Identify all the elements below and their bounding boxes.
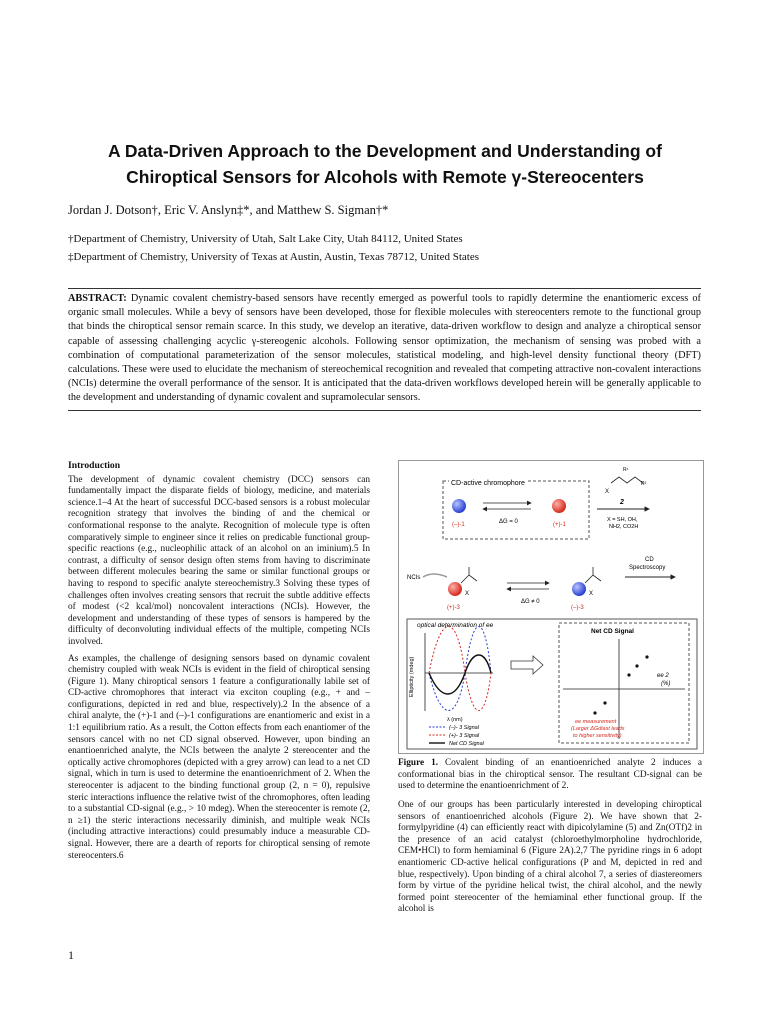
nci-arrow [423,574,447,577]
minus3-label: (–)-3 [571,605,584,611]
complex-structure-plus [461,567,477,583]
cd-spec-label: CD [645,557,654,563]
ee-meas-1: ee measurement [575,719,617,725]
right-paragraph-1: One of our groups has been particularly interested in developing chiroptical sensors of enantioenriched alcohols (Figure 2). We have shown that 2-formylpyridine (4) can efficiently react with dipicolylamine (5) and Zn(OTf)2 in the presence of an acid catalyst (chloroethylmorpholine hydrochloride, CEM•HCl) to form hemiaminal 6 (Figure 2A).2,7 The pyridine rings in 6 adopt enantiomeric CD-active helical configurations (P and M, depicted in red and blue, respectively). Upon binding of a chiral alcohol 7, a series of diastereomers form by virtue of the pyridine helical twist, the chiral alcohol, and the newly formed point stereocenter of the hemiaminal ether functional group. If the alcohol is [398,800,702,915]
ee-meas-3: to higher sensitivity) [573,733,622,739]
analyte-structure [611,477,643,483]
plus3-curve [429,627,491,711]
page-number: 1 [68,948,74,962]
red-sphere-2 [448,582,462,596]
caption-label: Figure 1. [398,758,439,768]
net-cd-title: Net CD Signal [591,628,634,635]
minus1-label: (–)-1 [452,522,465,528]
figure-1-caption [398,758,702,793]
minus3-curve [429,627,491,711]
complex-structure-minus [585,567,601,583]
x-label: X [605,489,610,495]
ncis-label: NCIs [407,575,421,581]
caption-text: Covalent binding of an enantioenriched analyte 2 induces a conformational bias in the chiroptical sensor. The resultant CD-signal can be used to determine the enantioenrichment of 2. [398,758,703,792]
chromophore-label: CD-active chromophore [451,480,525,487]
figure-1 [398,460,704,754]
intro-heading: Introduction [68,460,121,471]
ellipticity-label: Ellipticity (mdeg) [409,656,415,697]
blue-sphere-1 [452,499,466,513]
spectrum-plot [409,627,493,724]
abstract-text: Dynamic covalent chemistry-based sensors have recently emerged as powerful tools to rapidly determine the enantiomeric excess of organic small molecules. While a bevy of sensors have been developed, those for flexible molecules with stereocenters remote to the functional group that binds the chiroptical sensor remain scarce. In this study, we develop an iterative, data-driven workflow to design and analyze a chiroptical sensor capable of assessing challenging acyclic γ-stereogenic alcohols. Following sensor optimization, the mechanism of sensing was probed with a combination of computational parameterization of the sensor molecules, statistical modeling, and high-level density functional theory (DFT) calculations. These were used to elucidate the mechanism of stereochemical recognition and revealed that competing attractive non-covalent interactions (NCIs) determine the overall performance of the sensor. It is anticipated that the data-driven workflows developed herein will be generally applicable to the development and understanding of dynamic covalent and supramolecular sensors. [68,293,701,404]
lambda-label: λ (nm) [447,717,463,723]
legend-minus3: (–)- 3 Signal [449,725,479,731]
chromophore-box [443,481,589,539]
dg0-label: ΔG = 0 [499,519,518,525]
authors: Jordan J. Dotson†, Eric V. Anslyn‡*, and Matthew S. Sigman†* [68,203,389,217]
figure-1-graphic [399,461,703,753]
cd-spec-label-2: Spectroscopy [629,565,666,571]
x-equation: X = SH, OH, [607,517,638,523]
affiliation-texas: ‡Department of Chemistry, University of Texas at Austin, Austin, Texas 78712, United States [68,251,480,263]
intro-paragraph-1: The development of dynamic covalent chemistry (DCC) sensors can fundamentally impact the disparate fields of biology, medicine, and materials science.1–4 At the heart of successful DCC-based sensors is a robust molecular recognition strategy that involves the binding of and the chemical or conformational response to the analyte. Recognition of molecule type is often comparatively simple to engineer since it relies on predicable functional group-specific reactions (e.g., nucleophilic attack of an alcohol on an iminium).5 In contrast, a difficulty of sensor design often stems from having to discriminate between different molecules bearing the same or similar functional groups or having to respond to specific analyte stereochemistry.3 Solving these types of challenges often involves creating sensors that recruit the subtle additive effects of modest (<2 kcal/mol) noncovalent interactions (NCIs). However, the development and understanding of these types of sensors is hampered by the difficulty of deconvoluting individual effects of the multiple, competing NCIs involved. [68,474,370,647]
open-arrow [511,656,543,674]
r2-label: R² [641,481,647,487]
ee-percent: (%) [661,681,671,687]
plus1-label: (+)-1 [553,522,566,528]
affiliation-utah: †Department of Chemistry, University of Utah, Salt Lake City, Utah 84112, United States [68,233,463,245]
analyte-number: 2 [620,499,624,506]
blue-sphere-2 [572,582,586,596]
net-cd-plot [559,623,689,743]
x-equation-2: NH2, CO2H [609,524,639,530]
plus3-label: (+)-3 [447,605,460,611]
title-line-2: Chiroptical Sensors for Alcohols with Remote γ-Stereocenters [126,167,644,187]
red-sphere-1 [552,499,566,513]
paper-title [40,138,730,190]
abstract [68,288,701,411]
right-column [398,800,702,921]
ee-axis-label: ee 2 [657,673,669,679]
left-column [68,460,370,867]
r1-label: R¹ [623,467,629,473]
ee-title: optical determination of ee [417,622,494,629]
legend-net: Net CD Signal [449,741,484,747]
x-label-3: X [589,591,594,597]
x-label-2: X [465,591,470,597]
net-curve [429,655,491,694]
abstract-label: ABSTRACT: [68,293,127,304]
title-line-1: A Data-Driven Approach to the Development and Understanding of [108,141,662,161]
ee-meas-2: (Larger ΔGdiast leads [571,726,625,732]
dgne0-label: ΔG ≠ 0 [521,599,540,605]
legend-plus3: (+)- 3 Signal [449,733,480,739]
intro-paragraph-2: As examples, the challenge of designing sensors based on dynamic covalent chemistry coupled with weak NCIs is evident in the field of chiroptical sensing (Figure 1). Many chiroptical sensors 1 feature a configurationally labile set of CD-active chromophores that interact via exciton coupling (e.g., + and – configurations, depicted in red and blue, respectively).2 In the absence of a chiral analyte, the (+)-1 and (–)-1 configurations are enantiomeric and exist in a 1:1 equilibrium ratio. As a result, the Cotton effects from each enantiomer of the sensors cancel with no net CD signal observed. However, upon binding an enantioenriched analyte, the NCIs between the analyte 2 stereocenter and the optically active chromophores (depicted with a grey arrow) can lead to a net CD signal, which in turn is used to determine the enantioenrichment of 2. When the stereocenter is adjacent to the binding functional group (2, n = 0), repulsive steric interactions influence the relative twist of the chromophores, often leading to a substantial CD-signal (e.g., > 10 mdeg). When the stereocenter is remote (2, n ≥1) the steric interactions necessarily diminish, and multiple weak NCIs (including attractive interactions) could presumably induce a measurable CD-signal. However, there are a dearth of reports for chiroptical sensing of remote stereocenters.6 [68,653,370,861]
